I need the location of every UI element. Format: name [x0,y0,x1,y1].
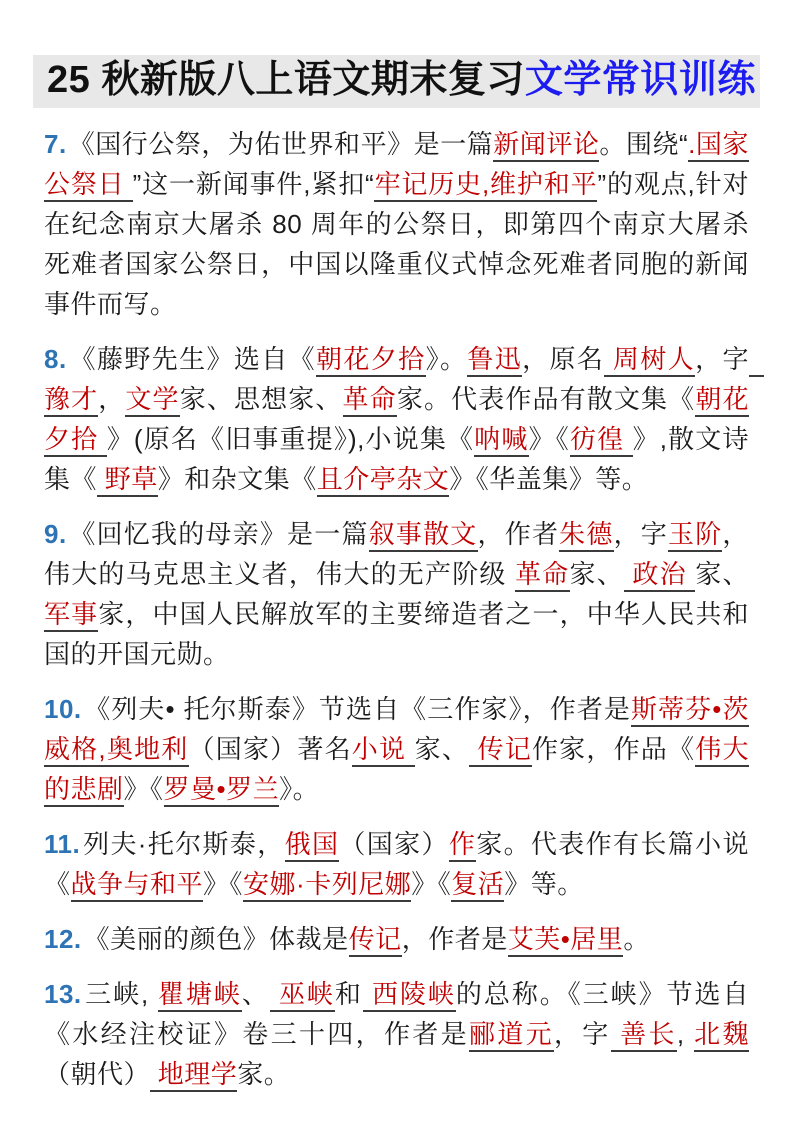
text-run: 》等。 [504,869,584,899]
answer-blank: 瞿塘峡 [158,979,242,1012]
text-run: 《国行公祭，为佑世界和平》是一篇 [68,129,494,159]
text-run: 家。代表作品有散文集《 [396,384,696,414]
answer-blank: 新闻评论 [493,129,599,162]
question-item [44,689,749,809]
text-run: 《列夫• 托尔斯泰》节选自《三作家》，作者是 [83,694,632,724]
text-run: 家、 [569,559,624,589]
text-run: 作家，作品《 [531,734,696,764]
question-number: 9. [44,519,67,549]
answer-blank: 文学 [125,384,179,417]
answer-blank: 玉阶 [668,519,722,552]
text-run: 》,散文诗集《 [44,424,749,494]
answer-blank: 罗曼•罗兰 [164,774,280,807]
question-number: 13. [44,979,82,1009]
answer-blank: 战争与和平 [71,869,204,902]
answer-blank: 传记 [469,734,532,767]
answer-blank: 鲁迅 [467,344,522,377]
answer-blank: 朱德 [559,519,613,552]
text-run: 家。代表作有长篇小说《 [44,829,749,899]
answer-blank: 朝花夕拾 [44,384,749,457]
text-run: （朝代） [44,1059,151,1089]
answer-blank: 彷徨 [570,424,633,457]
question-list [44,124,765,1094]
text-run: 列夫·托尔斯泰， [82,829,285,859]
question-item [44,124,749,324]
text-run: 和 [334,979,363,1009]
text-run: ，作者是 [401,924,508,954]
question-number: 8. [44,344,67,374]
text-run: ”的观点,针对在纪念南京大屠杀 80 周年的公祭日，即第四个南京大屠杀死难者国家公祭日，中国以隆重仪式悼念死难者同胞的新闻事件而写。 [44,169,749,319]
text-run: ，伟大的马克思主义者，伟大的无产阶级 [44,519,749,589]
text-run: 》《 [203,869,244,899]
answer-blank: 野草 [97,464,158,497]
answer-blank: 奥地利 [106,734,188,767]
text-run: 》《 [123,774,164,804]
answer-blank: 善长 [611,1019,677,1052]
answer-blank: 安娜·卡列尼娜 [243,869,411,902]
answer-blank: 革命 [343,384,397,417]
text-run: , [676,1019,695,1049]
question-item [44,824,749,904]
text-run: 》。 [425,344,468,374]
answer-blank: 地理学 [150,1059,237,1092]
text-run: 》(原名《旧事重提》),小说集《 [106,424,475,454]
text-run: 家、思想家、 [179,384,343,414]
text-run: ，作者 [477,519,560,549]
answer-blank: 作 [449,829,476,862]
text-run: 《藤野先生》选自《 [68,344,317,374]
text-run: 家、 [414,734,470,764]
text-run: ”这一新闻事件,紧扣“ [132,169,375,199]
question-number: 7. [44,129,67,159]
question-number: 10. [44,694,82,724]
text-run: 《美丽的颜色》体裁是 [83,924,349,954]
question-item [44,339,765,499]
question-number: 11. [44,829,81,859]
answer-blank: 复活 [451,869,504,902]
text-run: 。围绕“ [599,129,689,159]
text-run: 《回忆我的母亲》是一篇 [68,519,369,549]
text-run: 》《 [411,869,452,899]
page-title-highlight: 文学常识训练 [524,59,756,101]
text-run: 三峡, [83,979,158,1009]
text-run: 。 [623,924,650,954]
text-run: 》《华盖集》等。 [449,464,649,494]
answer-blank: 巫峡 [270,979,335,1012]
answer-blank: .国家公祭日 [44,129,749,202]
text-run: 》《 [528,424,570,454]
text-run: ， [98,384,126,414]
answer-blank: 传记 [349,924,402,957]
text-run: 》。 [279,774,320,804]
text-run: 的总称。《三峡》节选自《水经注校证》卷三十四，作者是 [44,979,749,1049]
question-item [44,514,749,674]
answer-blank: 豫才 [44,344,764,417]
answer-blank: 朝花夕拾 [316,344,426,377]
answer-blank: 周树人 [604,344,695,377]
answer-blank: 政治 [624,559,695,592]
answer-blank: 艾芙•居里 [508,924,624,957]
answer-blank: 西陵峡 [363,979,456,1012]
answer-blank: 军事 [44,599,98,632]
text-run: 家。 [237,1059,291,1089]
page-title [33,55,760,108]
answer-blank: 伟大的悲剧 [44,734,749,807]
answer-blank: 且介亭杂文 [317,464,450,497]
text-run: 家，中国人民解放军的主要缔造者之一，中华人民共和国的开国元勋。 [44,599,749,669]
question-number: 12. [44,924,82,954]
answer-blank: 呐喊 [474,424,528,457]
text-run: （国家） [339,829,449,859]
answer-blank: 小说 [352,734,415,767]
question-item [44,974,749,1094]
answer-blank: 叙事散文 [369,519,478,552]
text-run: 、 [241,979,270,1009]
text-run: ，字 [695,344,749,374]
answer-blank: 牢记历史,维护和平 [374,169,597,202]
text-run: 家、 [695,559,749,589]
answer-blank: 革命 [515,559,569,592]
text-run: ，字 [613,519,668,549]
answer-blank: 北魏 [694,1019,749,1052]
text-run: ，字 [553,1019,611,1049]
text-run: 》和杂文集《 [157,464,317,494]
question-item [44,919,749,959]
text-run: ，原名 [522,344,605,374]
text-run: （国家）著名 [188,734,352,764]
page-title-main: 25 秋新版八上语文期末复习 [47,59,525,101]
answer-blank: 斯蒂芬•茨威格, [44,694,749,767]
answer-blank: 郦道元 [469,1019,554,1052]
answer-blank: 俄国 [285,829,340,862]
